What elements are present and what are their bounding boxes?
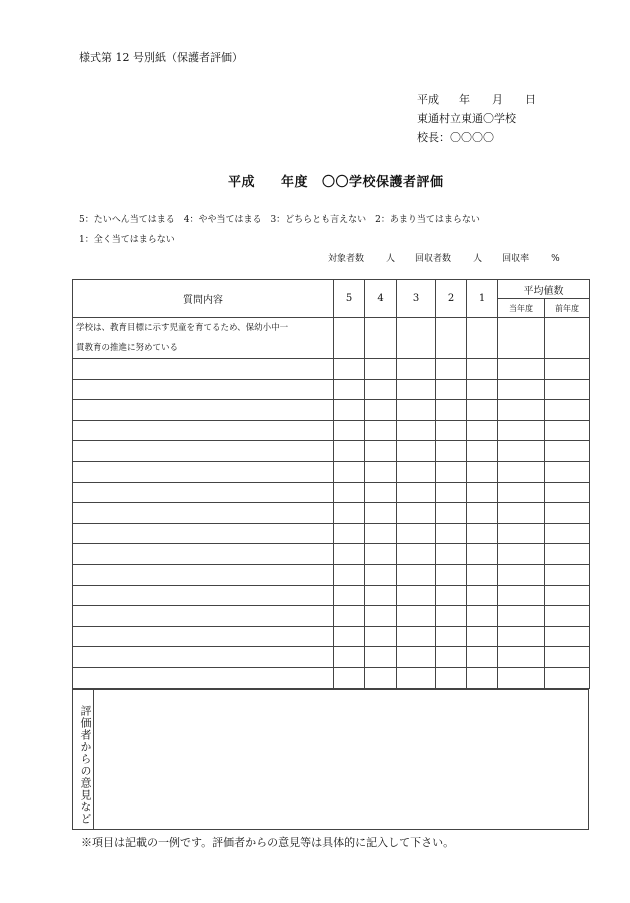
table-row [73, 564, 590, 585]
average-cell[interactable] [498, 461, 545, 482]
table-row [73, 379, 590, 400]
score-cell[interactable] [365, 482, 397, 503]
average-cell[interactable] [498, 441, 545, 462]
score-cell[interactable] [397, 379, 436, 400]
question-cell[interactable] [73, 318, 334, 359]
score-cell[interactable] [467, 420, 498, 441]
average-cell[interactable] [545, 420, 590, 441]
score-header-5: 5 [334, 280, 365, 318]
collected-label: 回収者数 [415, 254, 452, 264]
page-title [228, 171, 444, 190]
score-cell[interactable] [467, 647, 498, 668]
average-header: 平均値数 [498, 280, 590, 299]
rate-unit: % [551, 254, 560, 264]
score-cell[interactable] [467, 482, 498, 503]
average-cell[interactable] [498, 606, 545, 627]
average-cell[interactable] [545, 606, 590, 627]
score-cell[interactable] [436, 667, 467, 688]
table-row [73, 359, 590, 380]
question-cell[interactable] [73, 626, 334, 647]
date-month: 月 [492, 93, 503, 106]
score-cell[interactable] [365, 544, 397, 565]
average-cell[interactable] [498, 503, 545, 524]
score-cell[interactable] [436, 585, 467, 606]
date-year: 年 [459, 93, 470, 106]
collected-unit: 人 [473, 254, 483, 264]
table-row [73, 544, 590, 565]
question-cell[interactable] [73, 523, 334, 544]
score-cell[interactable] [397, 544, 436, 565]
question-cell[interactable] [73, 482, 334, 503]
score-cell[interactable] [334, 482, 365, 503]
score-cell[interactable] [365, 359, 397, 380]
average-cell[interactable] [545, 318, 590, 359]
score-cell[interactable] [397, 523, 436, 544]
score-cell[interactable] [397, 647, 436, 668]
score-header-4: 4 [365, 280, 397, 318]
average-cell[interactable] [545, 503, 590, 524]
header-info [417, 90, 536, 147]
average-cell[interactable] [545, 647, 590, 668]
score-cell[interactable] [365, 461, 397, 482]
table-row [73, 606, 590, 627]
average-cell[interactable] [498, 523, 545, 544]
average-previous-year: 前年度 [545, 299, 590, 318]
score-cell[interactable] [365, 606, 397, 627]
question-cell[interactable] [73, 420, 334, 441]
question-cell[interactable] [73, 503, 334, 524]
average-current-year: 当年度 [498, 299, 545, 318]
score-cell[interactable] [397, 626, 436, 647]
score-cell[interactable] [467, 503, 498, 524]
date-day: 日 [525, 93, 536, 106]
score-cell[interactable] [397, 441, 436, 462]
score-cell[interactable] [467, 461, 498, 482]
score-cell[interactable] [467, 564, 498, 585]
score-cell[interactable] [334, 585, 365, 606]
score-cell[interactable] [467, 318, 498, 359]
average-cell[interactable] [545, 400, 590, 421]
score-cell[interactable] [365, 441, 397, 462]
target-label: 対象者数 [328, 254, 365, 264]
score-cell[interactable] [436, 400, 467, 421]
date-line [417, 90, 536, 109]
table-row [73, 441, 590, 462]
score-cell[interactable] [334, 667, 365, 688]
table-row [73, 647, 590, 668]
score-cell[interactable] [397, 420, 436, 441]
table-header-row [73, 280, 590, 299]
average-cell[interactable] [498, 420, 545, 441]
average-cell[interactable] [545, 667, 590, 688]
school-name: 東通村立東通〇学校 [417, 112, 516, 125]
question-cell[interactable] [73, 606, 334, 627]
question-cell[interactable] [73, 564, 334, 585]
average-cell[interactable] [545, 379, 590, 400]
date-era: 平成 [417, 93, 439, 106]
table-row [73, 503, 590, 524]
comments-label: 評価者からの意見など [73, 690, 94, 830]
average-cell[interactable] [498, 359, 545, 380]
question-cell[interactable] [73, 667, 334, 688]
score-cell[interactable] [334, 626, 365, 647]
score-cell[interactable] [467, 441, 498, 462]
question-cell[interactable] [73, 544, 334, 565]
table-row [73, 318, 590, 359]
score-cell[interactable] [397, 585, 436, 606]
rating-scale-legend [79, 210, 480, 250]
score-cell[interactable] [467, 606, 498, 627]
score-cell[interactable] [397, 400, 436, 421]
score-cell[interactable] [365, 318, 397, 359]
average-cell[interactable] [498, 564, 545, 585]
score-cell[interactable] [365, 667, 397, 688]
score-cell[interactable] [397, 667, 436, 688]
score-cell[interactable] [436, 379, 467, 400]
score-cell[interactable] [436, 359, 467, 380]
score-cell[interactable] [436, 647, 467, 668]
form-id: 様式第 12 号別紙（保護者評価） [79, 51, 243, 64]
score-cell[interactable] [467, 667, 498, 688]
comments-row [73, 690, 589, 830]
score-cell[interactable] [467, 379, 498, 400]
score-cell[interactable] [467, 544, 498, 565]
score-header-1: 1 [467, 280, 498, 318]
question-cell[interactable] [73, 379, 334, 400]
average-cell[interactable] [545, 441, 590, 462]
score-cell[interactable] [365, 523, 397, 544]
question-text-line-2: 貫教育の推進に努めている [76, 343, 179, 353]
score-cell[interactable] [365, 400, 397, 421]
average-cell[interactable] [498, 544, 545, 565]
score-cell[interactable] [467, 359, 498, 380]
score-cell[interactable] [436, 461, 467, 482]
score-cell[interactable] [436, 544, 467, 565]
average-cell[interactable] [545, 564, 590, 585]
table-row [73, 482, 590, 503]
average-cell[interactable] [498, 379, 545, 400]
score-cell[interactable] [436, 503, 467, 524]
average-cell[interactable] [545, 482, 590, 503]
score-cell[interactable] [467, 400, 498, 421]
average-cell[interactable] [498, 626, 545, 647]
score-cell[interactable] [397, 482, 436, 503]
score-cell[interactable] [365, 503, 397, 524]
score-cell[interactable] [397, 606, 436, 627]
score-cell[interactable] [397, 461, 436, 482]
score-header-3: 3 [397, 280, 436, 318]
table-row [73, 400, 590, 421]
scale-line-1: 5：たいへん当てはまる 4：やや当てはまる 3：どちらとも言えない 2：あまり当てはまらない [79, 215, 480, 225]
question-cell[interactable] [73, 461, 334, 482]
average-cell[interactable] [498, 585, 545, 606]
score-cell[interactable] [334, 544, 365, 565]
score-cell[interactable] [397, 359, 436, 380]
footnote: ※項目は記載の一例です。評価者からの意見等は具体的に記入して下さい。 [81, 836, 455, 849]
score-cell[interactable] [397, 564, 436, 585]
score-cell[interactable] [334, 503, 365, 524]
score-cell[interactable] [467, 585, 498, 606]
evaluation-table [72, 279, 590, 689]
title-year-unit: 年度 [281, 175, 309, 190]
question-header: 質問内容 [73, 280, 334, 318]
average-cell[interactable] [498, 482, 545, 503]
table-row [73, 523, 590, 544]
average-cell[interactable] [498, 318, 545, 359]
table-row [73, 585, 590, 606]
score-cell[interactable] [467, 626, 498, 647]
average-cell[interactable] [545, 359, 590, 380]
average-cell[interactable] [498, 400, 545, 421]
score-cell[interactable] [365, 420, 397, 441]
question-cell[interactable] [73, 400, 334, 421]
score-cell[interactable] [467, 523, 498, 544]
comments-box [72, 689, 589, 830]
score-cell[interactable] [334, 647, 365, 668]
question-cell[interactable] [73, 647, 334, 668]
score-cell[interactable] [334, 564, 365, 585]
score-cell[interactable] [365, 564, 397, 585]
score-cell[interactable] [436, 626, 467, 647]
score-cell[interactable] [365, 647, 397, 668]
score-cell[interactable] [397, 503, 436, 524]
average-cell[interactable] [545, 626, 590, 647]
question-cell[interactable] [73, 359, 334, 380]
score-cell[interactable] [334, 523, 365, 544]
score-cell[interactable] [436, 606, 467, 627]
score-cell[interactable] [436, 564, 467, 585]
average-cell[interactable] [545, 544, 590, 565]
target-unit: 人 [386, 254, 396, 264]
score-cell[interactable] [436, 420, 467, 441]
principal-name: 校長：〇〇〇〇 [417, 131, 494, 144]
question-text-line-1: 学校は、教育目標に示す児童を育てるため、保幼小中一 [76, 323, 289, 333]
score-cell[interactable] [334, 400, 365, 421]
rate-label: 回収率 [502, 254, 530, 264]
score-cell[interactable] [334, 379, 365, 400]
comments-area[interactable] [94, 690, 589, 830]
score-cell[interactable] [334, 441, 365, 462]
score-cell[interactable] [334, 420, 365, 441]
score-cell[interactable] [436, 482, 467, 503]
table-row [73, 461, 590, 482]
average-cell[interactable] [545, 523, 590, 544]
table-row [73, 626, 590, 647]
average-cell[interactable] [545, 461, 590, 482]
title-era: 平成 [228, 175, 256, 190]
scale-line-2: 1：全く当てはまらない [79, 235, 175, 245]
score-cell[interactable] [334, 359, 365, 380]
question-cell[interactable] [73, 441, 334, 462]
score-cell[interactable] [436, 523, 467, 544]
average-cell[interactable] [498, 647, 545, 668]
score-cell[interactable] [397, 318, 436, 359]
title-name: 〇〇学校保護者評価 [322, 175, 444, 190]
score-header-2: 2 [436, 280, 467, 318]
table-row [73, 420, 590, 441]
score-cell[interactable] [365, 585, 397, 606]
score-cell[interactable] [334, 606, 365, 627]
table-row [73, 667, 590, 688]
score-cell[interactable] [436, 441, 467, 462]
score-cell[interactable] [334, 318, 365, 359]
score-cell[interactable] [436, 318, 467, 359]
average-cell[interactable] [498, 667, 545, 688]
question-cell[interactable] [73, 585, 334, 606]
average-cell[interactable] [545, 585, 590, 606]
score-cell[interactable] [365, 626, 397, 647]
score-cell[interactable] [365, 379, 397, 400]
score-cell[interactable] [334, 461, 365, 482]
response-stats [328, 251, 560, 264]
